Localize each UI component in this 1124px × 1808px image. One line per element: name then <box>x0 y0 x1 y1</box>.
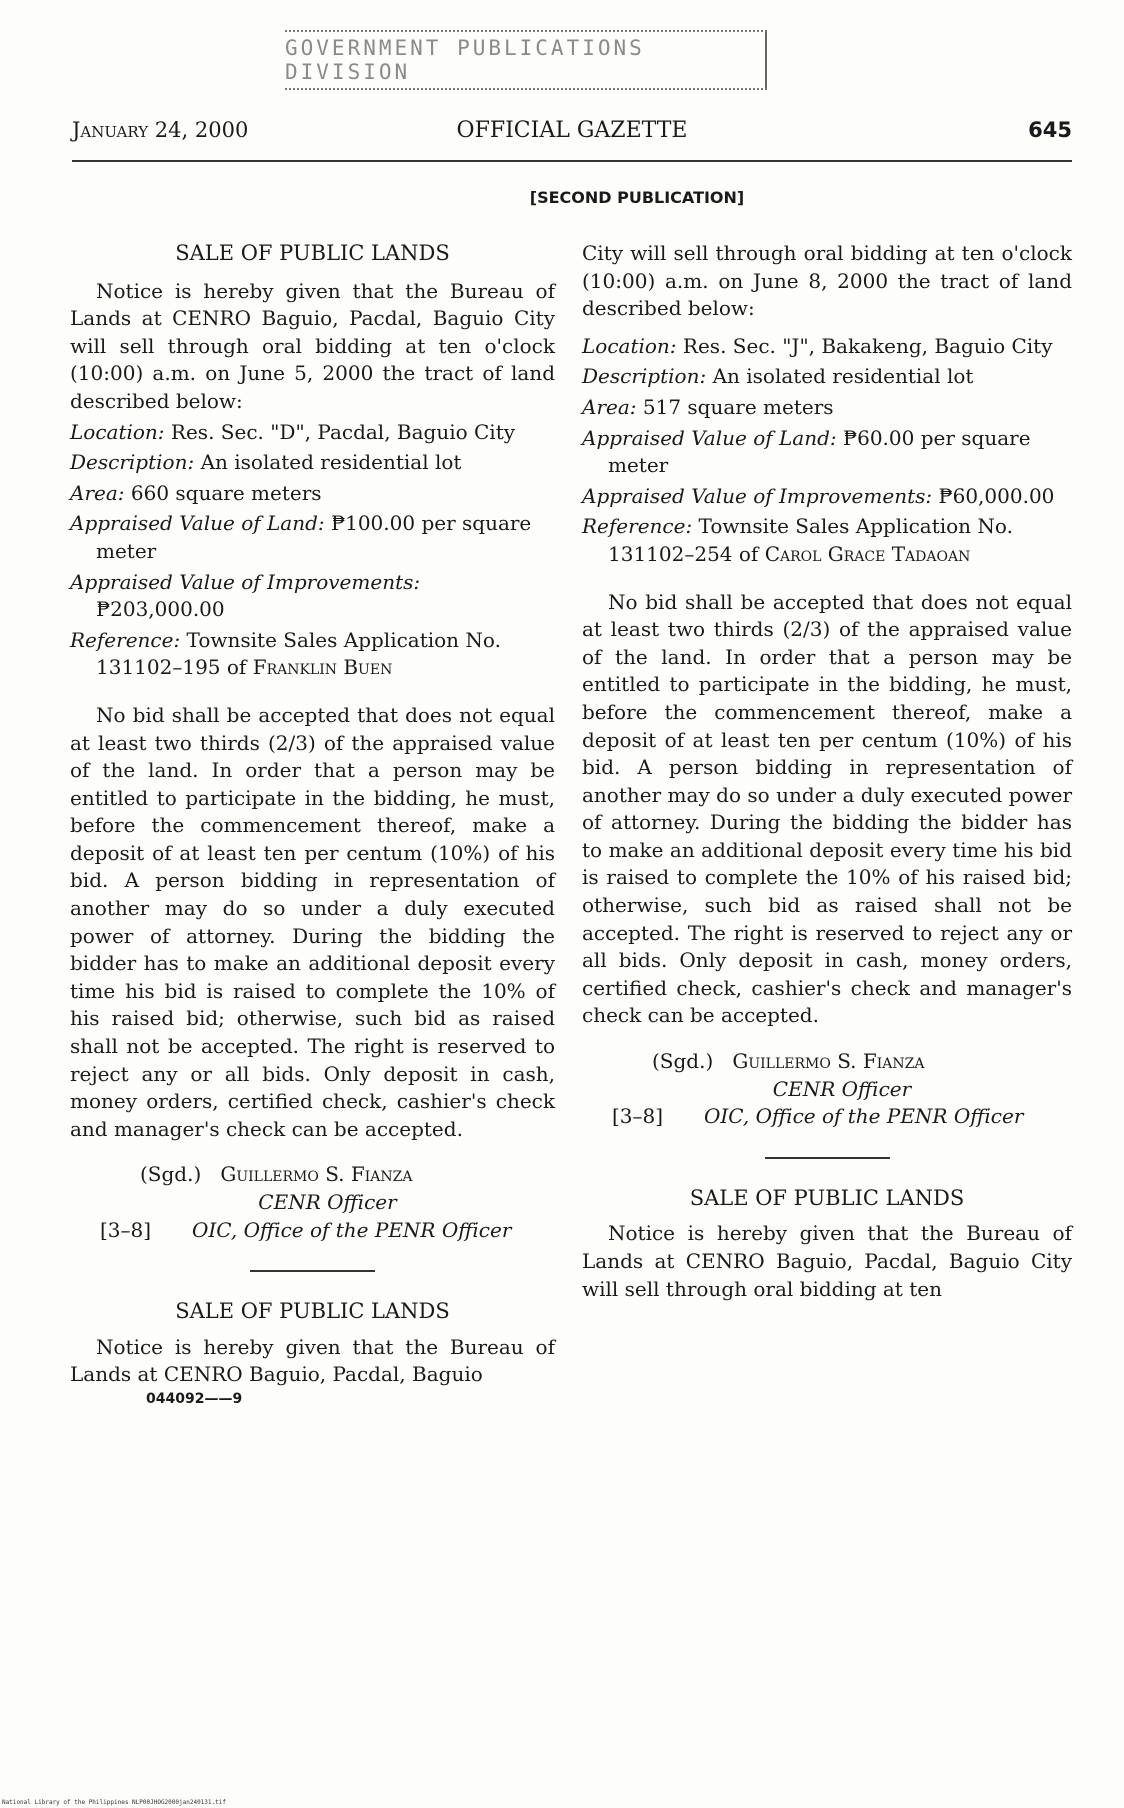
reference-value: Townsite Sales Application No. 131102–195 of <box>96 627 501 680</box>
running-header <box>72 118 1072 150</box>
improvements-value: ₱203,000.00 <box>96 597 225 622</box>
signer-office: OIC, Office of the PENR Officer <box>192 1217 512 1242</box>
notice2-intro-start: Notice is hereby given that the Bureau of Lands at CENRO Baguio, Pacdal, Baguio <box>70 1334 555 1387</box>
notice2-location <box>582 333 1072 361</box>
section-divider <box>250 1270 375 1272</box>
area-label: Area: <box>70 480 125 505</box>
notice2-reference <box>582 513 1072 568</box>
notice2-heading: SALE OF PUBLIC LANDS <box>175 1299 450 1324</box>
signer-office: OIC, Office of the PENR Officer <box>704 1104 1024 1129</box>
applicant-name: Carol Grace Tadaoan <box>764 541 971 566</box>
signature-line <box>70 1161 555 1189</box>
signer-title: CENR Officer <box>772 1076 912 1101</box>
notice3-heading: SALE OF PUBLIC LANDS <box>689 1185 965 1210</box>
notice1-description <box>70 449 555 477</box>
signer-title: CENR Officer <box>258 1190 397 1214</box>
signer-name: Guillermo S. Fianza <box>732 1049 925 1074</box>
reference-value: Townsite Sales Application No. 131102–254 of <box>608 514 1013 566</box>
notice2-body: No bid shall be accepted that does not equal at least two thirds (2/3) of the appraised value of the land. In order that a person may be entitled to participate in the bidding, he must, before the commencement thereof, make a deposit of at least ten per centum (10%) of his bid. A person bidding in representation of another may do so under a duly executed power of attorney. During the bidding the bidder has to make an additional deposit every time his bid is raised to complete the 10% of his raised bid; otherwise, such bid as raised shall not be accepted. The right is reserved to reject any or all bids. Only deposit in cash, money orders, certified check, cashier's check and manager's check can be accepted. <box>582 589 1072 1028</box>
description-value: An isolated residential lot <box>712 364 974 389</box>
notice1-improvements <box>70 569 555 624</box>
issue-date: January 24, 2000 <box>72 118 249 142</box>
improvements-value: ₱60,000.00 <box>938 483 1055 508</box>
land-value: ₱60.00 per square meter <box>608 425 1031 478</box>
notice2-area <box>582 394 1072 422</box>
notice1-location <box>70 419 555 447</box>
reference-label: Reference: <box>582 514 693 539</box>
notice2-intro-cont: City will sell through oral bidding at ten o'clock (10:00) a.m. on June 8, 2000 the tract of land described below: <box>582 241 1072 321</box>
issue-ref: [3–8] <box>612 1104 664 1129</box>
notice1-area <box>70 480 555 508</box>
notice2-description <box>582 363 1072 391</box>
applicant-name: Franklin Buen <box>252 655 393 680</box>
signer-office-line <box>582 1103 1072 1131</box>
header-rule <box>72 160 1072 162</box>
location-label: Location: <box>582 333 677 358</box>
notice1-intro: Notice is hereby given that the Bureau of Lands at CENRO Baguio, Pacdal, Baguio City will sell through oral bidding at ten o'clock (10:00) a.m. on June 5, 2000 the tract of land described below: <box>70 278 555 413</box>
land-value-label: Appraised Value of Land: <box>70 511 325 536</box>
improvements-label: Appraised Value of Improvements: <box>70 569 421 594</box>
land-value: ₱100.00 per square meter <box>96 511 532 563</box>
signer-office-line <box>70 1217 555 1245</box>
notice1-land-value <box>70 510 555 565</box>
signer-name: Guillermo S. Fianza <box>220 1162 413 1187</box>
improvements-label: Appraised Value of Improvements: <box>582 483 933 508</box>
archive-stamp: GOVERNMENT PUBLICATIONS DIVISION <box>285 30 767 90</box>
land-value-label: Appraised Value of Land: <box>582 425 837 450</box>
notice2-improvements <box>582 483 1072 511</box>
area-value: 517 square meters <box>642 394 834 419</box>
left-column <box>70 240 555 1409</box>
notice2-signature <box>582 1048 1072 1131</box>
section-divider <box>765 1157 890 1159</box>
publication-title: OFFICIAL GAZETTE <box>456 118 688 143</box>
signature-line <box>582 1048 1072 1076</box>
notice1-body: No bid shall be accepted that does not equal at least two thirds (2/3) of the appraised value of the land. In order that a person may be entitled to participate in the bidding, he must, before the commencement thereof, make a deposit of at least ten per centum (10%) of his bid. A person bidding in representation of another may do so under a duly executed power of attorney. During the bidding the bidder has to make an additional deposit every time his bid is raised to complete the 10% of his raised bid; otherwise, such bid as raised shall not be accepted. The right is reserved to reject any or all bids. Only deposit in cash, money orders, certified check, cashier's check and manager's check can be accepted. <box>70 702 555 1141</box>
page-number: 645 <box>1028 118 1072 142</box>
location-value: Res. Sec. "J", Bakakeng, Baguio City <box>682 333 1053 358</box>
location-label: Location: <box>70 419 165 444</box>
right-column <box>582 240 1072 1303</box>
publication-tag: [SECOND PUBLICATION] <box>529 188 745 207</box>
notice3-intro: Notice is hereby given that the Bureau of Lands at CENRO Baguio, Pacdal, Baguio City will sell through oral bidding at ten <box>582 1221 1072 1301</box>
sgd-mark: (Sgd.) <box>140 1162 202 1187</box>
location-value: Res. Sec. "D", Pacdal, Baguio City <box>170 419 516 444</box>
notice1-signature <box>70 1161 555 1244</box>
area-value: 660 square meters <box>130 480 322 505</box>
sgd-mark: (Sgd.) <box>652 1049 714 1074</box>
area-label: Area: <box>582 394 637 419</box>
description-value: An isolated residential lot <box>200 450 462 475</box>
reference-label: Reference: <box>70 627 181 652</box>
notice1-reference <box>70 627 555 682</box>
description-label: Description: <box>70 450 195 475</box>
scan-footer: National Library of the Philippines NLP00JHOG2000jan240131.tif <box>2 1799 226 1806</box>
description-label: Description: <box>582 364 707 389</box>
document-code: 044092——9 <box>146 1390 243 1407</box>
issue-ref: [3–8] <box>100 1217 152 1242</box>
notice2-land-value <box>582 425 1072 480</box>
notice1-heading: SALE OF PUBLIC LANDS <box>175 241 450 265</box>
